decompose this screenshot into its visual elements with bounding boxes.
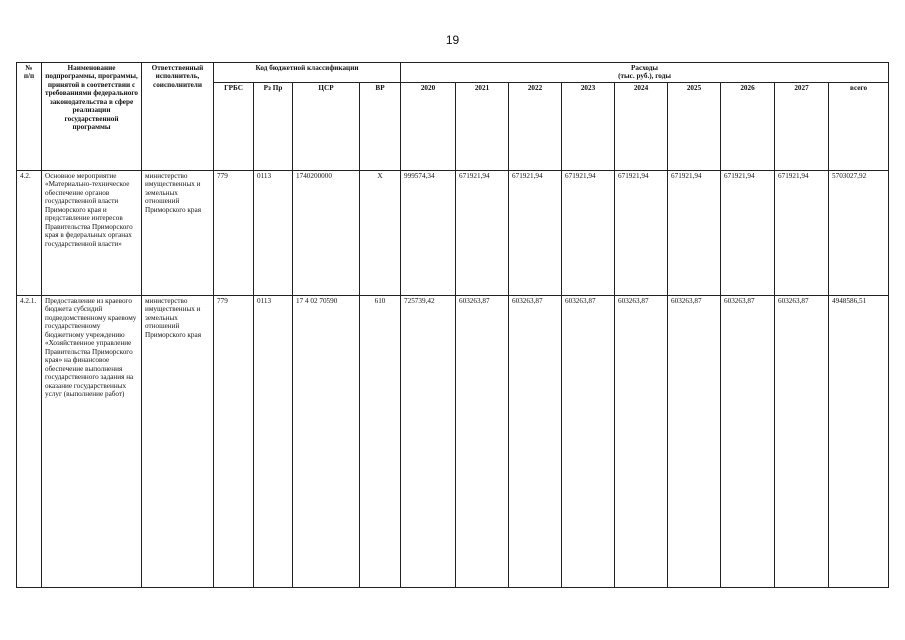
row-executor: министерство имущественных и земельных отношений Приморского края bbox=[142, 171, 214, 296]
row-executor: министерство имущественных и земельных отношений Приморского края bbox=[142, 296, 214, 588]
row-value-2024: 603263,87 bbox=[615, 296, 668, 588]
row-name: Основное мероприятие «Материально-техническое обеспечение органов государственной власти Приморского края и представление интересов Правительства Приморского края в федеральных органах государственной власти» bbox=[42, 171, 142, 296]
row-value-2027: 603263,87 bbox=[775, 296, 829, 588]
row-value-2022: 671921,94 bbox=[509, 171, 562, 296]
header-code-csr: ЦСР bbox=[293, 83, 360, 171]
header-year-2022: 2022 bbox=[509, 83, 562, 171]
row-value-2027: 671921,94 bbox=[775, 171, 829, 296]
row-vr: 610 bbox=[360, 296, 401, 588]
row-name: Предоставление из краевого бюджета субсидий подведомственному краевому государственному бюджетному учреждению «Хозяйственное управление Правительства Приморского края» на финансовое обеспечение выполнения государственного задания на оказание государственных услуг (выполнение работ) bbox=[42, 296, 142, 588]
row-vr: Х bbox=[360, 171, 401, 296]
page-number: 19 bbox=[445, 33, 460, 47]
row-value-2026: 671921,94 bbox=[721, 171, 775, 296]
row-csr: 1740200000 bbox=[293, 171, 360, 296]
header-name: Наименование подпрограммы, программы, принятой в соответствии с требованиями федерального законодательства в сфере реализации государственной программы bbox=[42, 63, 142, 171]
row-num: 4.2. bbox=[17, 171, 42, 296]
row-value-2024: 671921,94 bbox=[615, 171, 668, 296]
table-row bbox=[17, 171, 889, 296]
header-year-2025: 2025 bbox=[668, 83, 721, 171]
header-year-2021: 2021 bbox=[456, 83, 509, 171]
row-rzpr: 0113 bbox=[254, 171, 293, 296]
row-value-2020: 725739,42 bbox=[401, 296, 456, 588]
row-num: 4.2.1. bbox=[17, 296, 42, 588]
budget-table bbox=[16, 62, 889, 588]
table-row bbox=[17, 296, 889, 588]
header-executor: Ответственный исполнитель, соисполнители bbox=[142, 63, 214, 171]
header-year-2026: 2026 bbox=[721, 83, 775, 171]
row-value-2023: 671921,94 bbox=[562, 171, 615, 296]
header-code-rzpr: Рз Пр bbox=[254, 83, 293, 171]
header-num: № п/п bbox=[17, 63, 42, 171]
row-value-total: 5703027,92 bbox=[829, 171, 889, 296]
header-year-2023: 2023 bbox=[562, 83, 615, 171]
header-year-2024: 2024 bbox=[615, 83, 668, 171]
header-year-2027: 2027 bbox=[775, 83, 829, 171]
header-budget-code: Код бюджетной классификации bbox=[214, 63, 401, 83]
row-value-2025: 671921,94 bbox=[668, 171, 721, 296]
row-value-2026: 603263,87 bbox=[721, 296, 775, 588]
header-expenses: Расходы (тыс. руб.), годы bbox=[401, 63, 889, 83]
header-code-vr: ВР bbox=[360, 83, 401, 171]
row-csr: 17 4 02 70590 bbox=[293, 296, 360, 588]
row-rzpr: 0113 bbox=[254, 296, 293, 588]
row-value-2021: 603263,87 bbox=[456, 296, 509, 588]
row-value-2023: 603263,87 bbox=[562, 296, 615, 588]
row-grbs: 779 bbox=[214, 296, 254, 588]
row-grbs: 779 bbox=[214, 171, 254, 296]
row-value-2025: 603263,87 bbox=[668, 296, 721, 588]
row-value-2020: 999574,34 bbox=[401, 171, 456, 296]
header-year-total: всего bbox=[829, 83, 889, 171]
header-code-grbs: ГРБС bbox=[214, 83, 254, 171]
row-value-total: 4948586,51 bbox=[829, 296, 889, 588]
row-value-2022: 603263,87 bbox=[509, 296, 562, 588]
row-value-2021: 671921,94 bbox=[456, 171, 509, 296]
header-year-2020: 2020 bbox=[401, 83, 456, 171]
